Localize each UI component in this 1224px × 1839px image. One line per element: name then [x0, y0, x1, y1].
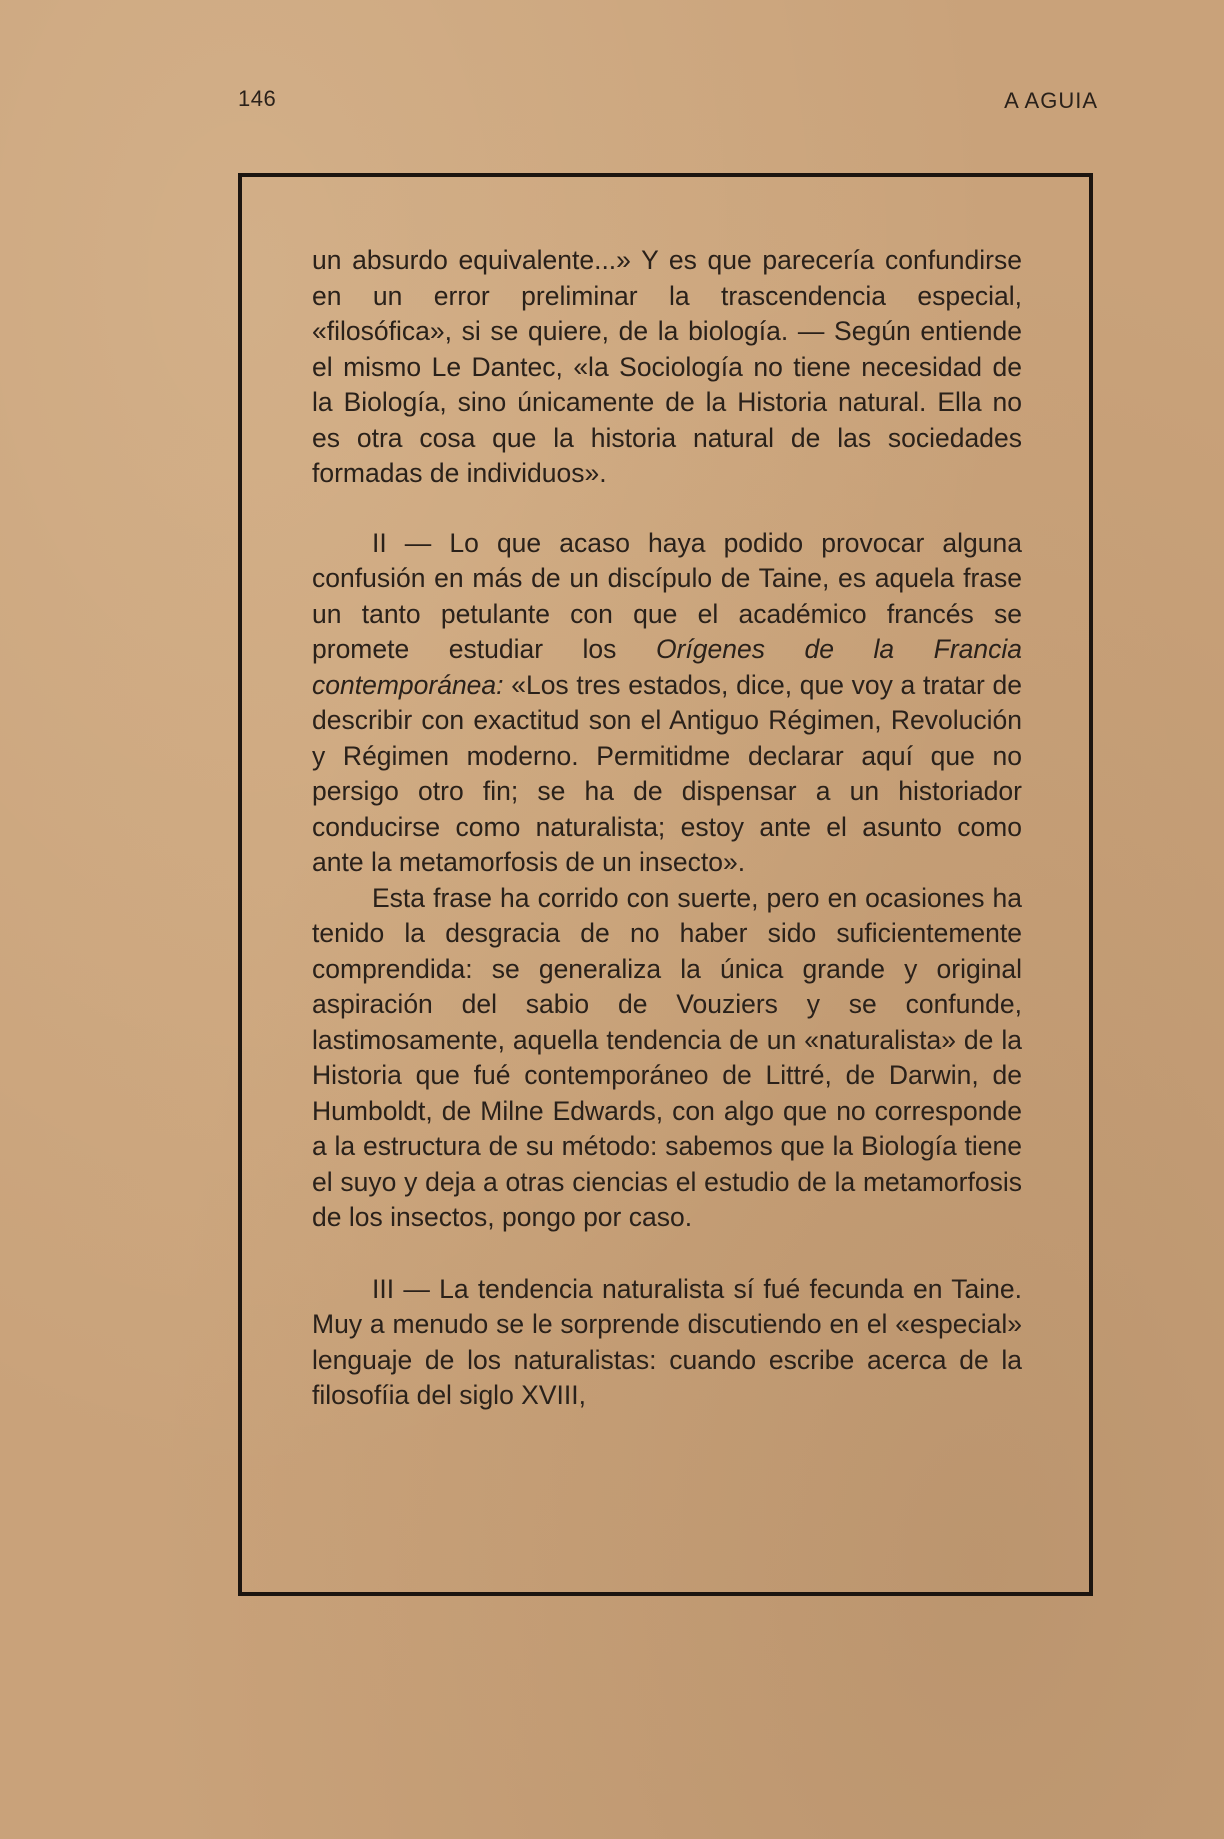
running-title: A AGUIA	[1004, 88, 1098, 113]
paragraph-3: Esta frase ha corrido con suerte, pero en ocasiones ha tenido la desgracia de no haber sido suficientemente comprendida: se generaliza la única grande y original aspiración del sabio de Vouziers y se confunde, lastimosamente, aquella tendencia de un «naturalista» de la Historia que fué contemporáneo de Littré, de Darwin, de Humboldt, de Milne Edwards, con algo que no corresponde a la estructura de su método: sabemos que la Biología tiene el suyo y deja a otras ciencias el estudio de la metamorfosis de los insectos, pongo por caso.	[312, 882, 1022, 1232]
text-body	[312, 243, 1022, 1414]
page-header	[238, 86, 1098, 116]
paragraph-4: III — La tendencia naturalista sí fué fecunda en Taine. Muy a menudo se le sorprende discutiendo en el «especial» lenguaje de los naturalistas: cuando escribe acerca de la filosofíia del siglo XVIII,	[312, 1273, 1022, 1410]
book-title-italic: Orígenes de la Francia contemporánea:	[312, 634, 1022, 700]
paragraph-1: un absurdo equivalente...» Y es que parecería confundirse en un error preliminar la trascendencia especial, «filosófica», si se quiere, de la biología. — Según entiende el mismo Le Dantec, «la Sociología no tiene necesidad de la Biología, sino únicamente de la Historia natural. Ella no es otra cosa que la historia natural de las sociedades formadas de individuos».	[312, 245, 1022, 488]
paragraph-2	[312, 526, 1022, 881]
paragraph-2-text-b: «Los tres estados, dice, que voy a tratar de describir con exactitud son el Antiguo Régimen, Revolución y Régimen moderno. Permitidme declarar aquí que no persigo otro fin; se ha de dispensar a un historiador conducirse como naturalista; estoy ante el asunto como ante la metamorfosis de un insecto».	[312, 669, 1022, 877]
page-number: 146	[238, 86, 277, 111]
paragraph-2-text-a: II — Lo que acaso haya podido provocar alguna confusión en más de un discípulo de Taine, es aquela frase un tanto petulante con que el académico francés se promete estudiar los	[312, 527, 1022, 664]
text-frame	[238, 173, 1093, 1596]
